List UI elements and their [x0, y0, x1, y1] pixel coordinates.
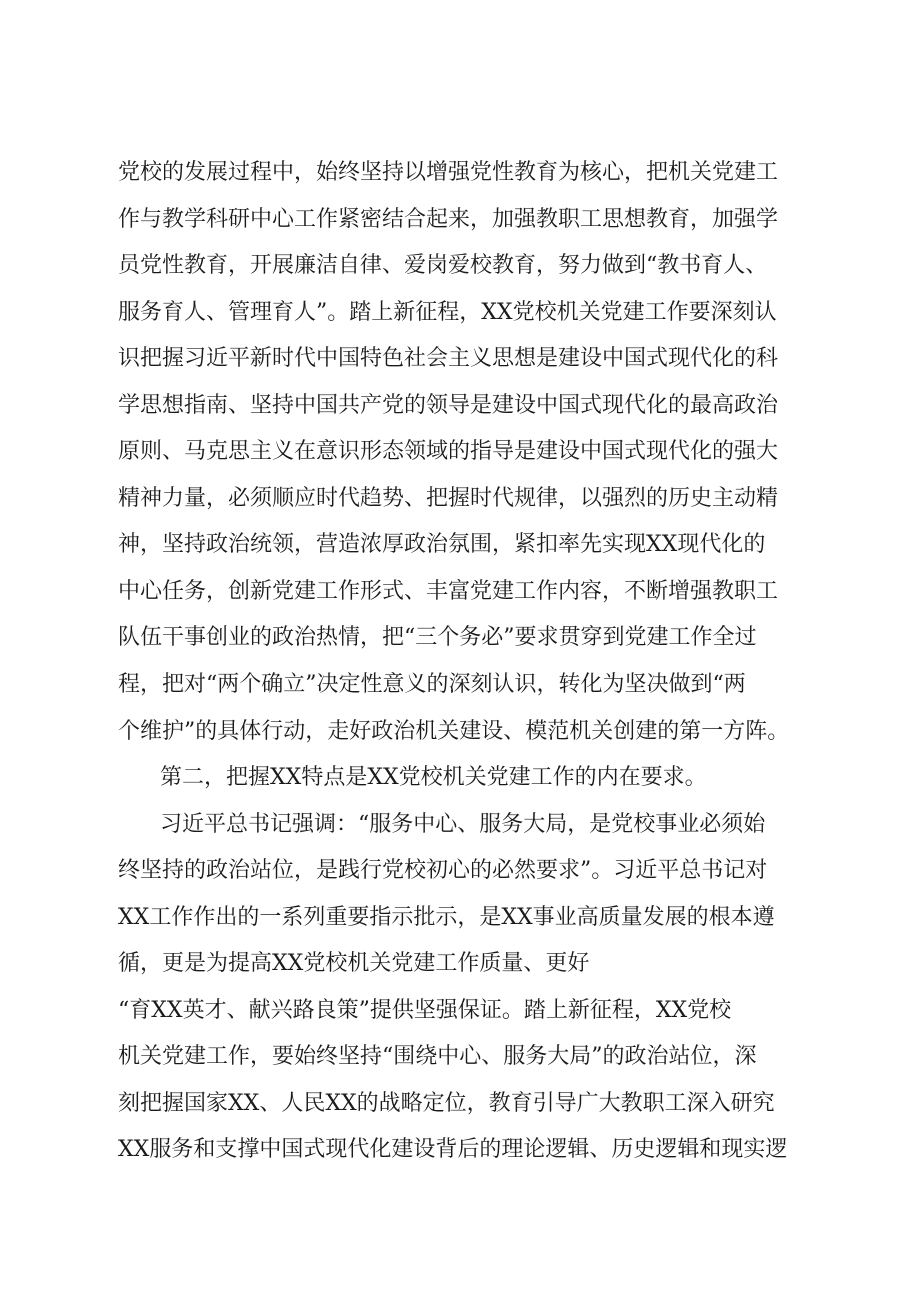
text-line-19: “育XX英才、献兴路良策”提供坚强保证。踏上新征程，XX党校 — [118, 997, 732, 1023]
text-line-4: 服务育人、管理育人”。踏上新征程，XX党校机关党建工作要深刻认 — [118, 299, 777, 325]
text-line-16: 终坚持的政治站位，是践行党校初心的必然要求”。习近平总书记对 — [118, 858, 768, 884]
text-line-20: 机关党建工作，要始终坚持“围绕中心、服务大局”的政治站位，深 — [118, 1044, 757, 1070]
text-line-8: 精神力量，必须顺应时代趋势、把握时代规律，以强烈的历史主动精 — [118, 485, 779, 511]
text-line-22: XX服务和支撑中国式现代化建设背后的理论逻辑、历史逻辑和现实逻 — [118, 1137, 788, 1163]
text-line-10: 中心任务，创新党建工作形式、丰富党建工作内容，不断增强教职工 — [118, 578, 779, 604]
text-line-15: 习近平总书记强调：“服务中心、服务大局，是党校事业必须始 — [160, 811, 766, 837]
text-line-17: XX工作作出的一系列重要指示批示，是XX事业高质量发展的根本遵 — [118, 904, 775, 930]
text-line-3: 员党性教育，开展廉洁自律、爱岗爱校教育，努力做到“教书育人、 — [118, 253, 768, 279]
text-line-1: 党校的发展过程中，始终坚持以增强党性教育为核心，把机关党建工 — [118, 160, 779, 185]
text-line-2: 作与教学科研中心工作紧密结合起来，加强教职工思想教育，加强学 — [118, 206, 779, 232]
text-line-13: 个维护”的具体行动，走好政治机关建设、模范机关创建的第一方阵。 — [118, 718, 790, 744]
document-body — [118, 150, 818, 1174]
text-line-5: 识把握习近平新时代中国特色社会主义思想是建设中国式现代化的科 — [118, 346, 779, 372]
text-line-6: 学思想指南、坚持中国共产党的领导是建设中国式现代化的最高政治 — [118, 392, 779, 418]
text-line-18: 循，更是为提高XX党校机关党建工作质量、更好 — [118, 951, 590, 977]
text-line-9: 神，坚持政治统领，营造浓厚政治氛围，紧扣率先实现XX现代化的 — [118, 532, 766, 558]
text-line-7: 原则、马克思主义在意识形态领域的指导是建设中国式现代化的强大 — [118, 439, 779, 465]
section-heading: 第二，把握XX特点是XX党校机关党建工作的内在要求。 — [160, 765, 707, 791]
text-line-12: 程，把对“两个确立”决定性意义的深刻认识，转化为坚决做到“两 — [118, 672, 746, 698]
text-line-11: 队伍干事创业的政治热情，把“三个务必”要求贯穿到党建工作全过 — [118, 625, 757, 651]
text-line-21: 刻把握国家XX、人民XX的战略定位，教育引导广大教职工深入研究 — [118, 1090, 775, 1116]
